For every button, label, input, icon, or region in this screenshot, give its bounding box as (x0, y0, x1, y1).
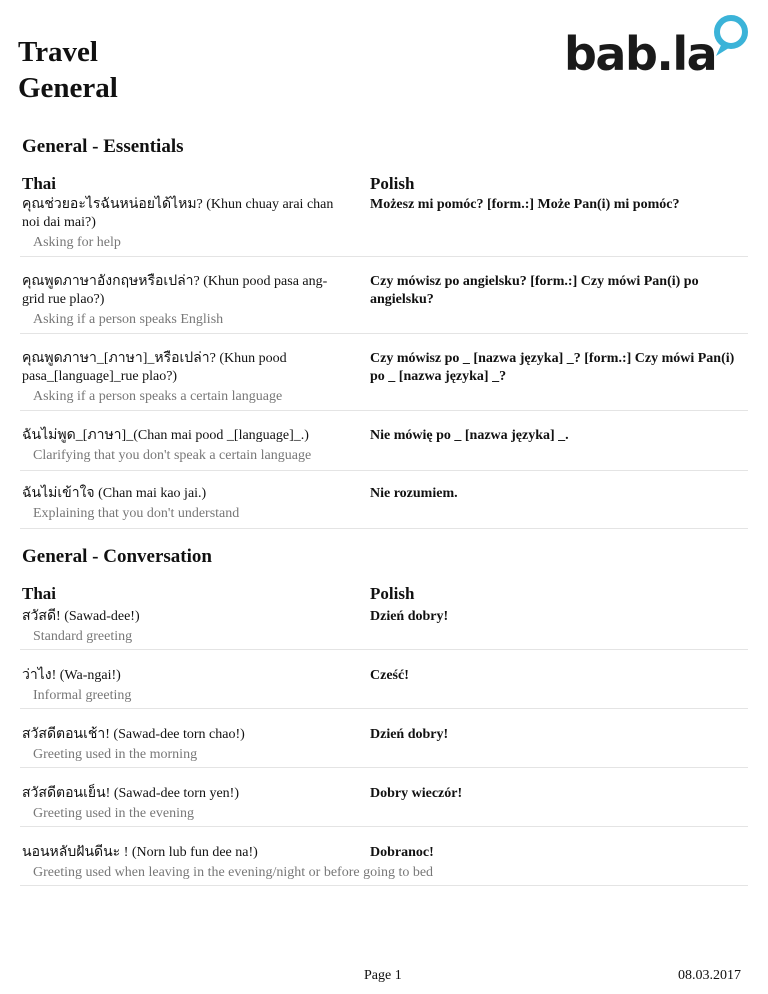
polish-phrase: Dzień dobry! (370, 609, 449, 624)
polish-phrase: Możesz mi pomóc? [form.:] Może Pan(i) mi pomóc? (370, 197, 680, 212)
page-title (18, 34, 118, 106)
thai-phrase: สวัสดีตอนเช้า! (Sawad-dee torn chao!) (22, 727, 245, 742)
phrase-row (20, 485, 748, 529)
phrase-description: Standard greeting (33, 629, 133, 644)
phrase-description: Asking for help (33, 235, 121, 250)
phrase-row (20, 844, 748, 886)
thai-phrase: ว่าไง! (Wa-ngai!) (22, 668, 121, 683)
section-title: General - Essentials (22, 136, 184, 157)
polish-phrase: Nie rozumiem. (370, 486, 458, 501)
title-line-general: General (18, 72, 118, 104)
thai-phrase: นอนหลับฝันดีนะ ! (Norn lub fun dee na!) (22, 845, 258, 860)
section-conversation (20, 546, 748, 886)
phrase-row (20, 785, 748, 827)
column-header-thai: Thai (22, 584, 57, 603)
polish-phrase: Dobranoc! (370, 845, 434, 860)
thai-phrase: ฉันไม่เข้าใจ (Chan mai kao jai.) (22, 486, 207, 501)
phrase-row (20, 427, 748, 471)
phrase-row (20, 726, 748, 768)
thai-phrase: สวัสดี! (Sawad-dee!) (22, 609, 140, 624)
phrase-description: Informal greeting (33, 688, 132, 703)
section-essentials (20, 136, 748, 528)
footer-date: 08.03.2017 (678, 968, 741, 983)
thai-phrase: คุณช่วยอะไรฉันหน่อยได้ไหม? (Khun chuay arai chan noi dai mai?) (22, 197, 334, 230)
page-number: Page 1 (364, 968, 402, 983)
phrase-description: Asking if a person speaks a certain language (33, 389, 283, 404)
title-line-travel: Travel (18, 36, 98, 68)
section-title: General - Conversation (22, 546, 212, 567)
phrase-description: Greeting used in the evening (33, 806, 194, 821)
column-header-polish: Polish (370, 584, 415, 603)
polish-phrase: Czy mówisz po angielsku? [form.:] Czy mówi Pan(i) po angielsku? (370, 274, 699, 307)
polish-phrase: Cześć! (370, 668, 409, 683)
phrase-description: Greeting used in the morning (33, 747, 198, 762)
thai-phrase: สวัสดีตอนเย็น! (Sawad-dee torn yen!) (22, 786, 239, 801)
phrase-description: Asking if a person speaks English (33, 312, 224, 327)
polish-phrase: Nie mówię po _ [nazwa języka] _. (370, 428, 569, 443)
thai-phrase: คุณพูดภาษาอังกฤษหรือเปล่า? (Khun pood pasa ang-grid rue plao?) (22, 274, 328, 307)
phrase-description: Greeting used when leaving in the evening/night or before going to bed (33, 865, 434, 880)
polish-phrase: Dzień dobry! (370, 727, 449, 742)
phrase-row (20, 273, 748, 334)
thai-phrase: คุณพูดภาษา_[ภาษา]_หรือเปล่า? (Khun pood pasa_[language]_rue plao?) (22, 351, 287, 384)
logo-wordmark: bab.la (564, 27, 717, 81)
speech-bubble-icon (710, 14, 752, 58)
polish-phrase: Dobry wieczór! (370, 786, 463, 801)
phrase-row (20, 667, 748, 709)
phrase-description: Explaining that you don't understand (33, 506, 240, 521)
phrase-row (20, 350, 748, 411)
thai-phrase: ฉันไม่พูด_[ภาษา]_(Chan mai pood _[language]_.) (22, 428, 309, 443)
polish-phrase: Czy mówisz po _ [nazwa języka] _? [form.:] Czy mówi Pan(i) po _ [nazwa języka] _? (370, 351, 735, 384)
phrase-row (20, 608, 748, 650)
column-header-polish: Polish (370, 174, 415, 193)
babla-logo (564, 14, 754, 80)
phrase-row (20, 196, 748, 257)
column-header-thai: Thai (22, 174, 57, 193)
phrase-description: Clarifying that you don't speak a certain language (33, 448, 312, 463)
